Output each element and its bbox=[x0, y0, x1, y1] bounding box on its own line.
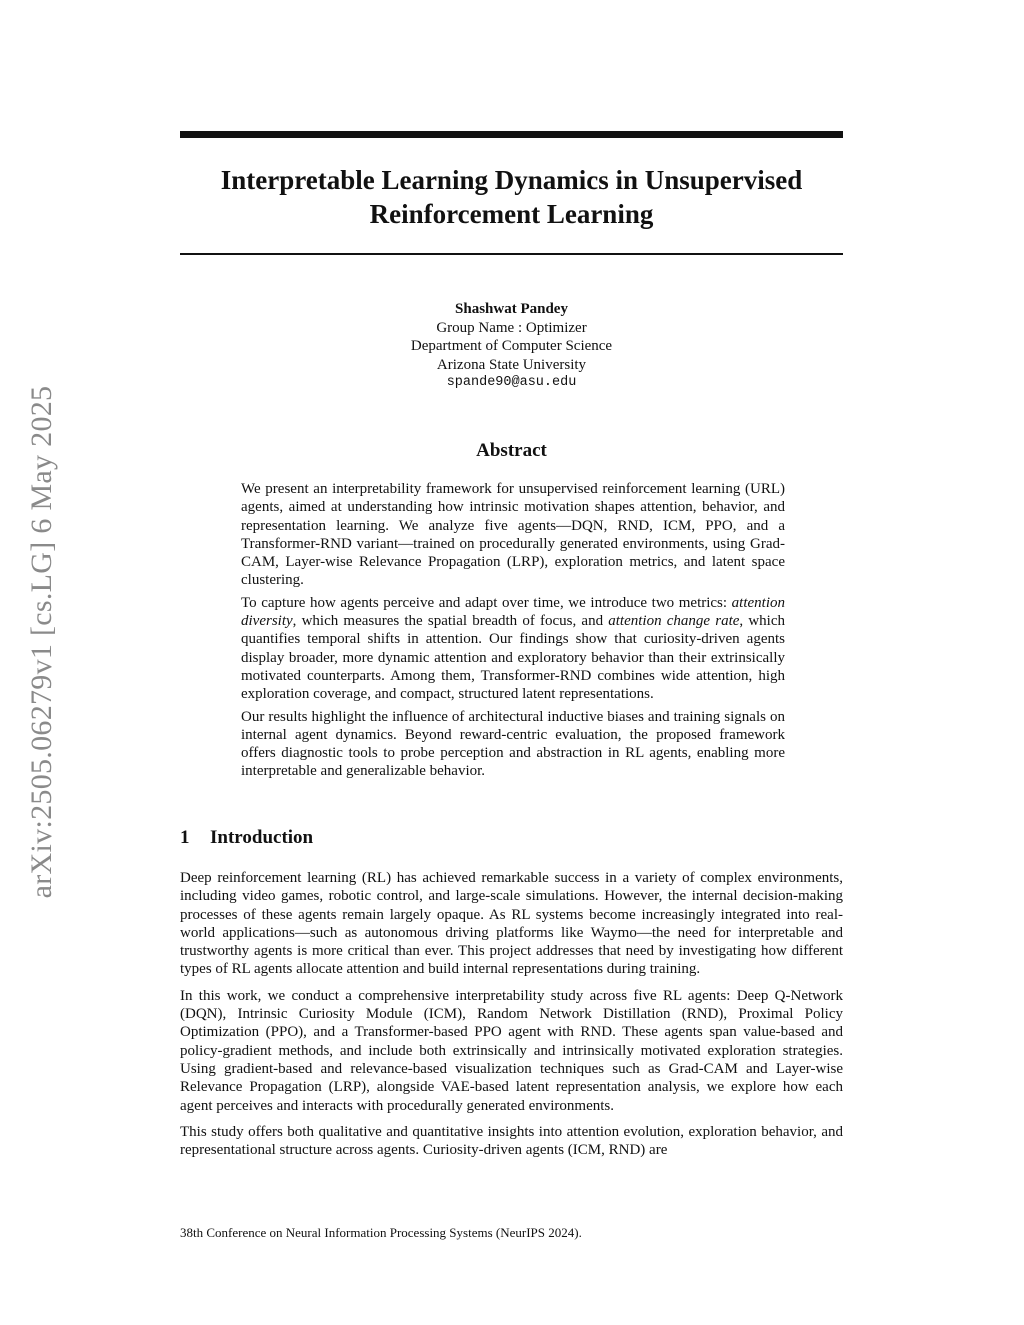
introduction-body bbox=[180, 869, 843, 1167]
term-attention-change-rate: attention change rate bbox=[608, 613, 740, 630]
conference-footnote: 38th Conference on Neural Information Processing Systems (NeurIPS 2024). bbox=[180, 1225, 582, 1240]
title-top-rule bbox=[180, 131, 843, 138]
abstract-paragraph-1: We present an interpretability framework for unsupervised reinforcement learning (URL) agents, aimed at understanding how intrinsic motivation shapes attention, behavior, and representation learning. We analyze five agents—DQN, RND, ICM, PPO, and a Transformer-RND variant—trained on procedurally generated environments, using Grad-CAM, Layer-wise Relevance Propagation (LRP), exploration metrics, and latent space clustering. bbox=[241, 481, 785, 589]
title-bottom-rule bbox=[180, 253, 843, 255]
arxiv-identifier: arXiv:2505.06279v1 [cs.LG] 6 May 2025 bbox=[25, 385, 58, 899]
author-block bbox=[180, 300, 843, 393]
section-heading-introduction bbox=[180, 827, 313, 849]
arxiv-sidebar-stamp bbox=[22, 0, 62, 1325]
paper-title-line-1: Interpretable Learning Dynamics in Unsupervised bbox=[220, 165, 803, 195]
abstract-p2-text-b: , which measures the spatial breadth of focus, and bbox=[292, 613, 609, 630]
paper-title bbox=[180, 163, 843, 231]
abstract-paragraph-3: Our results highlight the influence of architectural inductive biases and training signals on internal agent dynamics. Beyond reward-centric evaluation, the proposed framework offers diagnostic tools to probe perception and abstraction in RL agents, enabling more interpretable and generalizable behavior. bbox=[241, 708, 785, 780]
section-title: Introduction bbox=[210, 827, 314, 848]
intro-paragraph-2: In this work, we conduct a comprehensive interpretability study across five RL agents: Deep Q-Network (DQN), Intrinsic Curiosity Module (ICM), Random Network Distillation (RND), Proximal Policy Optimization (PPO), and a Transformer-based PPO agent with RND. These agents span value-based and policy-gradient methods, and include both extrinsically and intrinsically motivated exploration strategies. Using gradient-based and relevance-based visualization techniques such as Grad-CAM and Layer-wise Relevance Propagation (LRP), alongside VAE-based latent representation analysis, we explore how each agent perceives and interacts with procedurally generated environments. bbox=[180, 987, 843, 1114]
abstract-paragraph-2 bbox=[241, 594, 785, 704]
author-group: Group Name : Optimizer bbox=[436, 319, 587, 336]
intro-paragraph-3: This study offers both qualitative and quantitative insights into attention evolution, exploration behavior, and representational structure across agents. Curiosity-driven agents (ICM, RND) are bbox=[180, 1123, 843, 1159]
section-number: 1 bbox=[180, 827, 190, 848]
author-name: Shashwat Pandey bbox=[455, 301, 568, 317]
abstract-body bbox=[241, 480, 785, 785]
author-department: Department of Computer Science bbox=[410, 338, 613, 354]
paper-title-line-2: Reinforcement Learning bbox=[369, 199, 654, 229]
abstract-p2-text-a: To capture how agents perceive and adapt over time, we introduce two metrics: bbox=[241, 594, 732, 611]
term-attention-diversity: attention diversity bbox=[241, 594, 785, 630]
author-university: Arizona State University bbox=[436, 356, 587, 373]
author-email: spande90@asu.edu bbox=[446, 375, 577, 390]
abstract-heading: Abstract bbox=[476, 440, 547, 461]
abstract-p2-text-c: , which quantifies temporal shifts in attention. Our findings show that curiosity-driven agents display broader, more dynamic attention and exploratory behavior than their extrinsically motivated counterparts. Among them, Transformer-RND combines wide attention, high exploration coverage, and compact, structured latent representations. bbox=[241, 613, 785, 703]
intro-paragraph-1: Deep reinforcement learning (RL) has achieved remarkable success in a variety of complex environments, including video games, robotic control, and large-scale simulations. However, the internal decision-making processes of these agents remain largely opaque. As RL systems become increasingly integrated into real-world applications—such as autonomous driving platforms like Waymo—the need for interpretable and trustworthy agents is more critical than ever. This project addresses that need by investigating how different types of RL agents allocate attention and build internal representations during training. bbox=[180, 870, 843, 978]
